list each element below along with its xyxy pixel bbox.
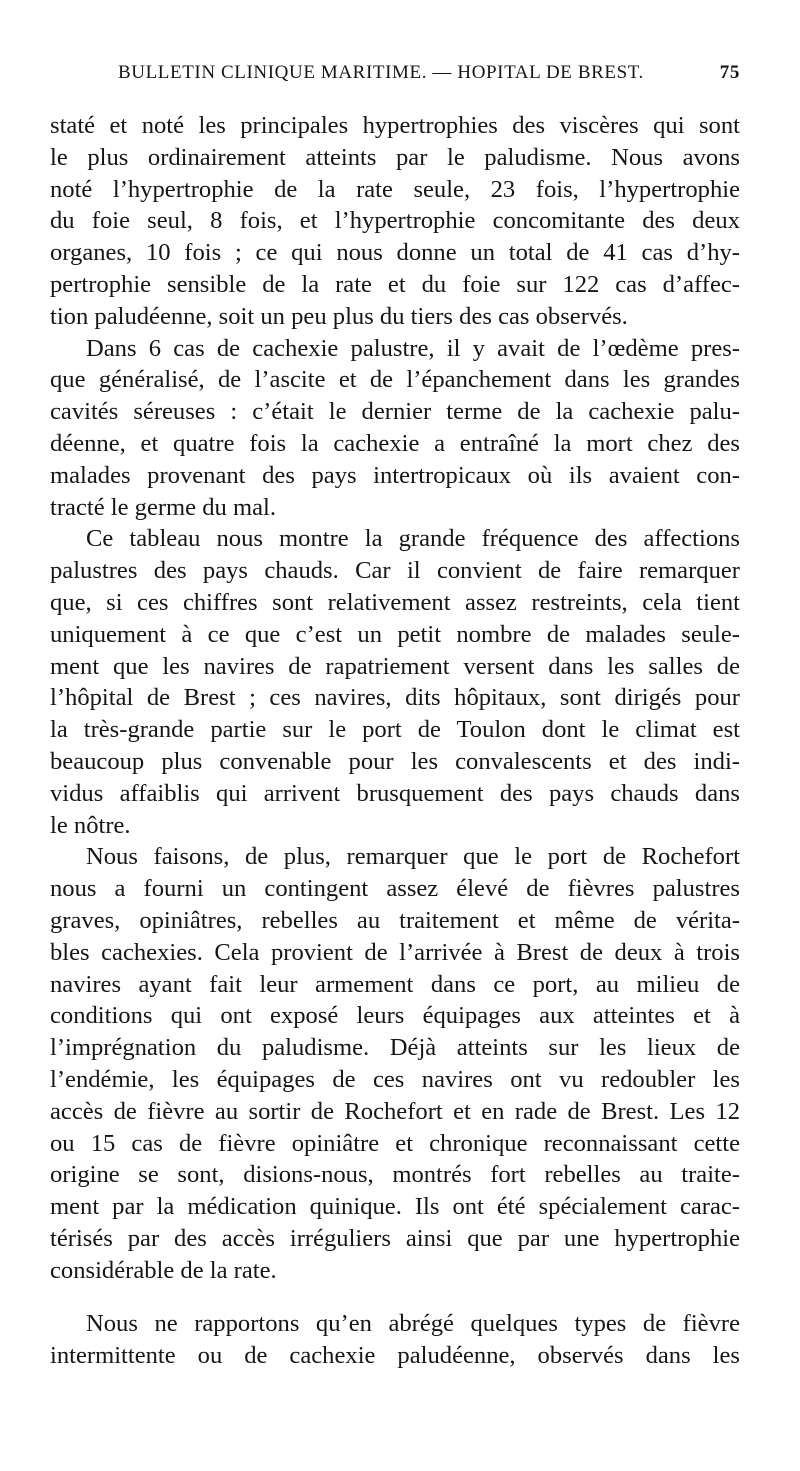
text-line: ment par la médication quinique. Ils ont été spécialement carac- bbox=[50, 1193, 740, 1221]
text-line: graves, opiniâtres, rebelles au traitement et même de vérita- bbox=[50, 906, 740, 934]
running-title: BULLETIN CLINIQUE MARITIME. — HOPITAL DE BREST. bbox=[118, 62, 644, 83]
text-line: Nous ne rapportons qu’en abrégé quelques types de fièvre bbox=[86, 1310, 740, 1338]
text-line: le nôtre. bbox=[50, 811, 131, 839]
text-line: Nous faisons, de plus, remarquer que le port de Rochefort bbox=[86, 843, 740, 871]
text-line: la très-grande partie sur le port de Toulon dont le climat est bbox=[50, 716, 740, 744]
text-line: bles cachexies. Cela provient de l’arrivée à Brest de deux à trois bbox=[50, 938, 740, 966]
paragraph-3 bbox=[50, 523, 740, 841]
text-line: navires ayant fait leur armement dans ce port, au milieu de bbox=[50, 970, 740, 998]
text-line: du foie seul, 8 fois, et l’hypertrophie concomitante des deux bbox=[50, 207, 740, 235]
text-line: origine se sont, disions-nous, montrés fort rebelles au traite- bbox=[50, 1161, 740, 1189]
text-line: considérable de la rate. bbox=[50, 1256, 277, 1284]
text-line: Dans 6 cas de cachexie palustre, il y avait de l’œdème pres- bbox=[86, 334, 740, 362]
text-line: le plus ordinairement atteints par le paludisme. Nous avons bbox=[50, 143, 740, 171]
paragraph-4 bbox=[50, 841, 740, 1286]
text-line: organes, 10 fois ; ce qui nous donne un total de 41 cas d’hy- bbox=[50, 239, 740, 267]
text-line: que généralisé, de l’ascite et de l’épanchement dans les grandes bbox=[50, 366, 740, 394]
text-line: conditions qui ont exposé leurs équipages aux atteintes et à bbox=[50, 1002, 740, 1030]
page-number: 75 bbox=[719, 62, 740, 83]
text-line: cavités séreuses : c’était le dernier terme de la cachexie palu- bbox=[50, 398, 740, 426]
paragraph-spacer bbox=[50, 1286, 740, 1308]
text-line: malades provenant des pays intertropicaux où ils avaient con- bbox=[50, 461, 740, 489]
text-line: pertrophie sensible de la rate et du foie sur 122 cas d’affec- bbox=[50, 270, 740, 298]
text-line: tracté le germe du mal. bbox=[50, 493, 277, 521]
text-line: intermittente ou de cachexie paludéenne, observés dans les bbox=[50, 1342, 740, 1370]
text-line: l’endémie, les équipages de ces navires ont vu redoubler les bbox=[50, 1065, 740, 1093]
text-line: staté et noté les principales hypertrophies des viscères qui sont bbox=[50, 112, 740, 139]
text-line: ment que les navires de rapatriement versent dans les salles de bbox=[50, 652, 740, 680]
text-line: uniquement à ce que c’est un petit nombre de malades seule- bbox=[50, 620, 740, 648]
text-line: vidus affaiblis qui arrivent brusquement des pays chauds dans bbox=[50, 779, 740, 807]
paragraph-5 bbox=[50, 1308, 740, 1372]
text-line: déenne, et quatre fois la cachexie a entraîné la mort chez des bbox=[50, 429, 740, 457]
text-line: palustres des pays chauds. Car il convient de faire remarquer bbox=[50, 557, 740, 585]
text-line: nous a fourni un contingent assez élevé de fièvres palustres bbox=[50, 875, 740, 903]
text-line: l’imprégnation du paludisme. Déjà atteints sur les lieux de bbox=[50, 1034, 740, 1062]
text-line: que, si ces chiffres sont relativement assez restreints, cela tient bbox=[50, 588, 740, 616]
text-line: ou 15 cas de fièvre opiniâtre et chronique reconnaissant cette bbox=[50, 1129, 740, 1157]
text-line: térisés par des accès irréguliers ainsi que par une hypertrophie bbox=[50, 1224, 740, 1252]
text-line: tion paludéenne, soit un peu plus du tiers des cas observés. bbox=[50, 302, 628, 330]
body-text bbox=[50, 110, 740, 1372]
paragraph-1 bbox=[50, 110, 740, 333]
running-head bbox=[118, 62, 740, 92]
text-line: l’hôpital de Brest ; ces navires, dits hôpitaux, sont dirigés pour bbox=[50, 684, 740, 712]
text-line: beaucoup plus convenable pour les convalescents et des indi- bbox=[50, 747, 740, 775]
paragraph-2 bbox=[50, 333, 740, 524]
text-line: noté l’hypertrophie de la rate seule, 23 fois, l’hypertrophie bbox=[50, 175, 740, 203]
text-line: Ce tableau nous montre la grande fréquence des affections bbox=[86, 525, 740, 553]
text-line: accès de fièvre au sortir de Rochefort et en rade de Brest. Les 12 bbox=[50, 1097, 740, 1125]
